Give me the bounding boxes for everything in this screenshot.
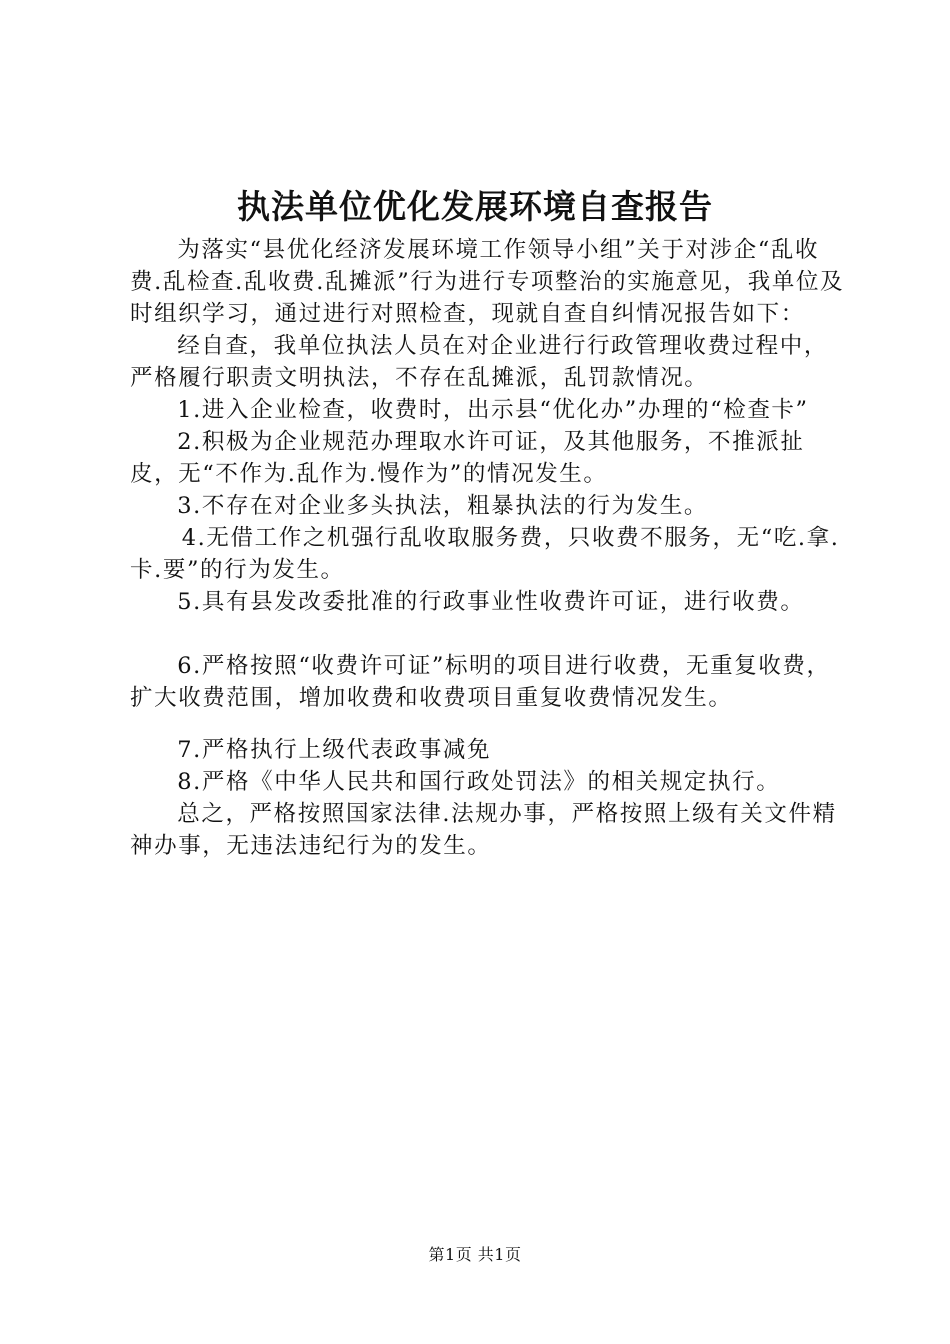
item-7-paragraph: 7.严格执行上级代表政事减免 (177, 737, 492, 763)
item-3-paragraph: 3.不存在对企业多头执法，粗暴执法的行为发生。 (177, 493, 709, 519)
item-4-paragraph: 4.无借工作之机强行乱收取服务费，只收费不服务，无“吃.拿.卡.要”的行为发生。 (130, 525, 840, 583)
document-title: 执法单位优化发展环境自查报告 (237, 187, 713, 226)
item-6-paragraph: 6.严格按照“收费许可证”标明的项目进行收费，无重复收费，扩大收费范围，增加收费和收费项目重复收费情况发生。 (130, 653, 831, 711)
page-footer: 第1页 共1页 (428, 1245, 522, 1264)
item-1-paragraph: 1.进入企业检查，收费时，出示县“优化办”办理的“检查卡” (177, 397, 809, 423)
intro-paragraph: 为落实“县优化经济发展环境工作领导小组”关于对涉企“乱收费.乱检查.乱收费.乱摊派”行为进行专项整治的实施意见，我单位及时组织学习，通过进行对照检查，现就自查自纠情况报告如下： (130, 237, 845, 327)
document-body (130, 234, 848, 862)
conclusion-paragraph: 总之，严格按照国家法律.法规办事，严格按照上级有关文件精神办事，无违法违纪行为的发生。 (130, 801, 837, 859)
self-check-paragraph: 经自查，我单位执法人员在对企业进行行政管理收费过程中，严格履行职责文明执法，不存在乱摊派，乱罚款情况。 (130, 333, 828, 391)
item-2-paragraph: 2.积极为企业规范办理取水许可证，及其他服务，不推派扯皮，无“不作为.乱作为.慢作为”的情况发生。 (130, 429, 805, 487)
item-8-paragraph: 8.严格《中华人民共和国行政处罚法》的相关规定执行。 (177, 769, 781, 795)
item-5-paragraph: 5.具有县发改委批准的行政事业性收费许可证，进行收费。 (177, 589, 805, 615)
